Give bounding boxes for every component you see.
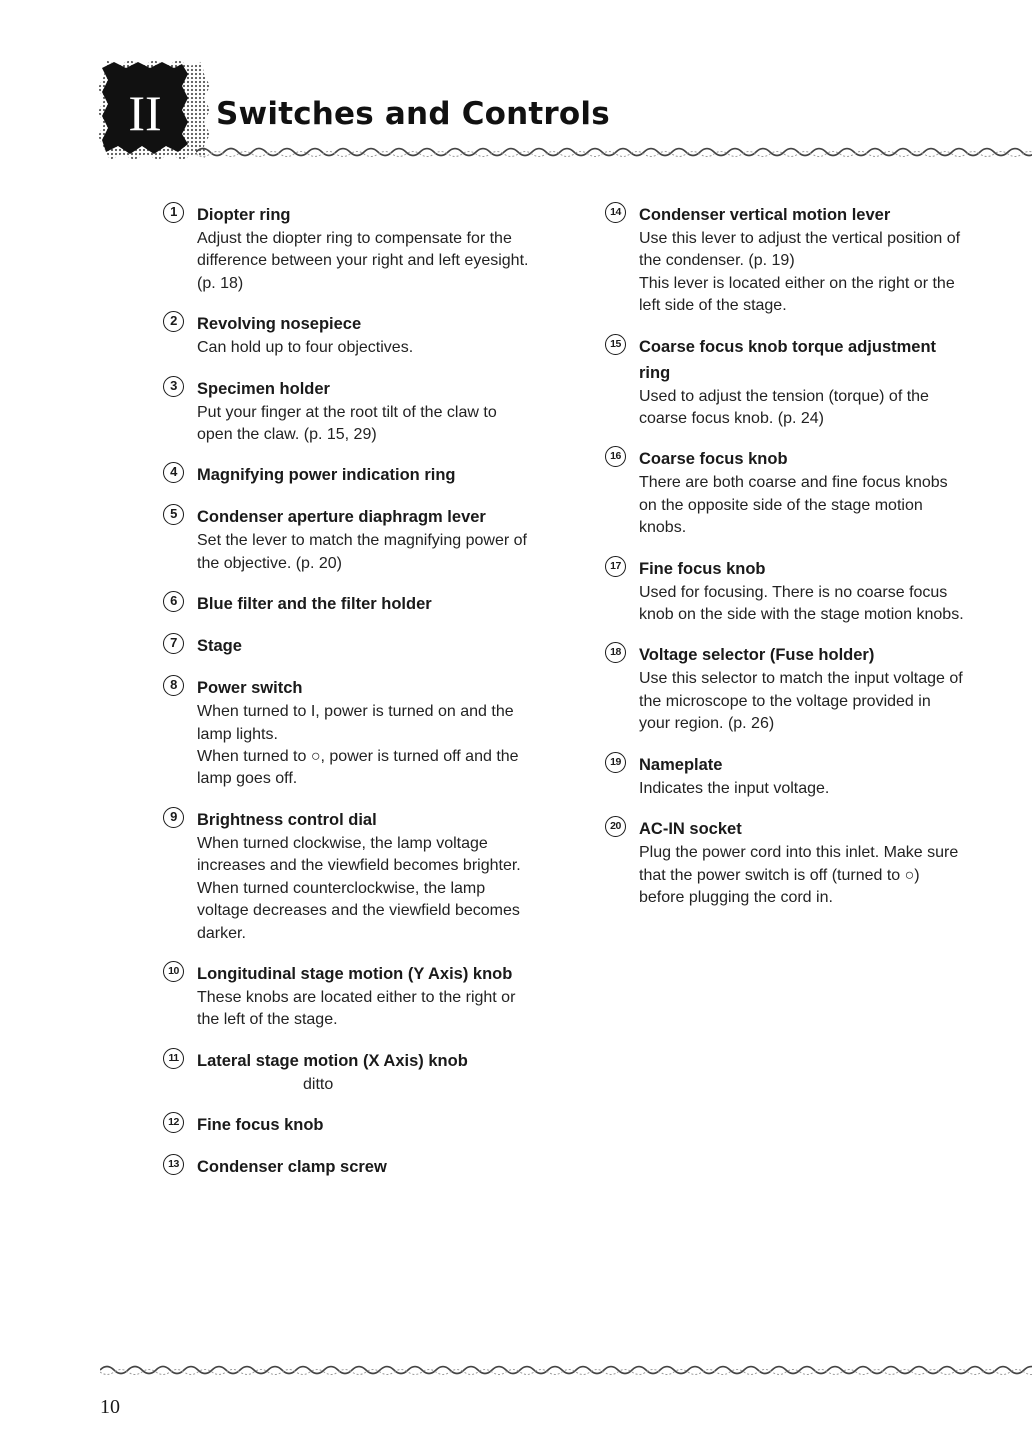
page-title: Switches and Controls xyxy=(216,96,610,132)
item-number-badge: 1 xyxy=(163,202,184,223)
item-description xyxy=(197,530,533,575)
description-line: These knobs are located either to the right or the left of the stage. xyxy=(197,988,516,1029)
description-line: Use this selector to match the input voltage of the microscope to the voltage provided in your region. (p. 26) xyxy=(639,670,963,733)
item-number-badge: 16 xyxy=(605,446,626,467)
item-number-badge: 10 xyxy=(163,961,184,982)
description-line: Set the lever to match the magnifying power of the objective. (p. 20) xyxy=(197,532,527,572)
item-title: Diopter ring xyxy=(197,206,291,224)
item-number-badge: 20 xyxy=(605,816,626,837)
description-line: Adjust the diopter ring to compensate for the difference between your right and left eyesight. (p. 18) xyxy=(197,230,529,292)
control-item xyxy=(605,202,965,318)
control-item xyxy=(163,376,533,447)
item-title: Coarse focus knob xyxy=(639,450,788,469)
item-title: Brightness control dial xyxy=(197,810,377,829)
description-line: Indicates the input voltage. xyxy=(639,779,830,797)
item-title: Fine focus knob xyxy=(639,559,766,578)
description-line: When turned counterclockwise, the lamp voltage decreases and the viewfield becomes darker. xyxy=(197,879,520,942)
control-item xyxy=(605,816,965,909)
control-item xyxy=(605,334,965,431)
control-item xyxy=(163,961,533,1032)
item-number-badge: 13 xyxy=(163,1154,184,1175)
description-line: Used to adjust the tension (torque) of the coarse focus knob. (p. 24) xyxy=(639,387,929,428)
item-title: Magnifying power indication ring xyxy=(197,466,456,485)
description-line: When turned clockwise, the lamp voltage increases and the viewfield becomes brighter. xyxy=(197,834,521,875)
item-number-badge: 19 xyxy=(605,752,626,773)
control-item xyxy=(163,202,533,295)
control-item xyxy=(605,556,965,627)
item-title: Power switch xyxy=(197,679,303,698)
description-line: Can hold up to four objectives. xyxy=(197,339,414,357)
control-item xyxy=(163,633,533,659)
item-description xyxy=(639,778,965,800)
control-item xyxy=(605,446,965,539)
item-description xyxy=(197,833,533,945)
item-title: Specimen holder xyxy=(197,379,330,398)
description-line: Use this lever to adjust the vertical position of the condenser. (p. 19) xyxy=(639,230,961,270)
control-item xyxy=(163,1154,533,1180)
description-line: Plug the power cord into this inlet. Make sure that the power switch is off (turned to ○) before plugging the cord in. xyxy=(639,844,959,906)
item-description xyxy=(639,386,965,431)
control-item xyxy=(605,642,965,735)
item-number-badge: 3 xyxy=(163,376,184,397)
control-item xyxy=(163,311,533,359)
chapter-badge xyxy=(98,60,210,160)
description-line: Used for focusing. There is no coarse focus knob on the side with the stage motion knobs. xyxy=(639,583,964,624)
decorative-wave-divider xyxy=(196,144,1032,160)
control-item xyxy=(163,504,533,575)
right-column xyxy=(605,202,965,925)
item-number-badge: 5 xyxy=(163,504,184,525)
item-number-badge: 2 xyxy=(163,311,184,332)
item-title: Fine focus knob xyxy=(197,1116,324,1135)
left-column xyxy=(163,202,533,1196)
item-number-badge: 17 xyxy=(605,556,626,577)
description-line: Put your finger at the root tilt of the claw to open the claw. (p. 15, 29) xyxy=(197,403,497,444)
item-title: Longitudinal stage motion (Y Axis) knob xyxy=(197,964,513,983)
item-title: Lateral stage motion (X Axis) knob xyxy=(197,1051,468,1070)
item-description xyxy=(639,228,965,318)
item-number-badge: 4 xyxy=(163,462,184,483)
item-description xyxy=(197,987,533,1032)
item-number-badge: 11 xyxy=(163,1048,184,1069)
item-description xyxy=(639,582,965,627)
description-line: This lever is located either on the right or the left side of the stage. xyxy=(639,274,955,315)
item-number-badge: 18 xyxy=(605,642,626,663)
item-number-badge: 6 xyxy=(163,591,184,612)
item-title: AC-IN socket xyxy=(639,820,742,839)
description-line: When turned to ○, power is turned off and the lamp goes off. xyxy=(197,748,519,788)
control-item xyxy=(163,1048,533,1096)
item-number-badge: 9 xyxy=(163,807,184,828)
description-line: There are both coarse and fine focus knobs on the opposite side of the stage motion knobs. xyxy=(639,474,948,537)
item-description xyxy=(639,668,965,735)
item-number-badge: 12 xyxy=(163,1112,184,1133)
chapter-numeral: II xyxy=(128,85,162,141)
item-description xyxy=(197,701,533,791)
control-item xyxy=(163,1112,533,1138)
item-title: Condenser vertical motion lever xyxy=(639,206,891,224)
control-item xyxy=(163,807,533,945)
item-title: Coarse focus knob torque adjustment ring xyxy=(639,337,937,382)
item-number-badge: 8 xyxy=(163,675,184,696)
decorative-wave-divider-bottom xyxy=(100,1362,1032,1378)
item-title: Condenser clamp screw xyxy=(197,1158,387,1177)
item-number-badge: 14 xyxy=(605,202,626,223)
item-description xyxy=(197,228,533,295)
item-description xyxy=(639,472,965,539)
item-title: Blue filter and the filter holder xyxy=(197,595,432,614)
item-description xyxy=(197,337,533,359)
control-item xyxy=(163,591,533,617)
description-line: When turned to I, power is turned on and the lamp lights. xyxy=(197,703,514,743)
control-item xyxy=(163,675,533,791)
item-description xyxy=(197,402,533,447)
control-item xyxy=(605,752,965,800)
item-title: Nameplate xyxy=(639,755,723,774)
description-line: ditto xyxy=(303,1075,334,1093)
page-number: 10 xyxy=(100,1396,120,1418)
item-title: Voltage selector (Fuse holder) xyxy=(639,646,875,665)
control-item xyxy=(163,462,533,488)
item-description xyxy=(639,842,965,909)
item-title: Condenser aperture diaphragm lever xyxy=(197,508,486,527)
item-description xyxy=(197,1074,533,1096)
item-number-badge: 15 xyxy=(605,334,626,355)
item-title: Revolving nosepiece xyxy=(197,315,362,334)
item-title: Stage xyxy=(197,637,242,656)
item-number-badge: 7 xyxy=(163,633,184,654)
